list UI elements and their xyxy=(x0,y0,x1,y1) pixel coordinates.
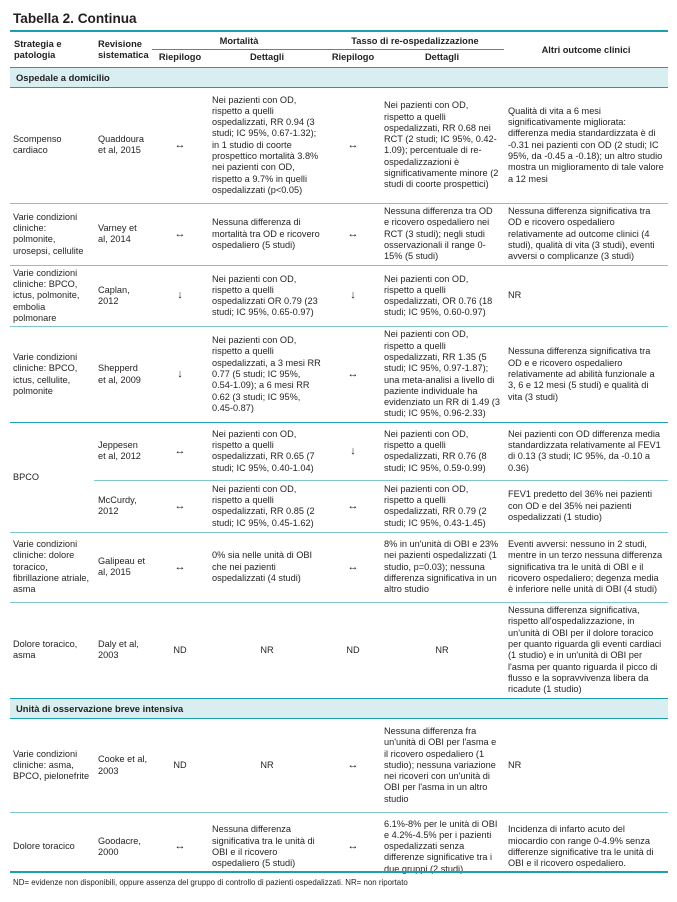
tasso-summary-icon: ↔ xyxy=(326,532,380,602)
header-altri: Altri outcome clinici xyxy=(504,32,668,67)
cell-mortalita-dettagli: Nei pazienti con OD, rispetto a quelli ospedalizzati, RR 0.85 (2 studi; IC 95%, 0.45-1.62) xyxy=(208,480,326,532)
cell-condizione: Scompenso cardiaco xyxy=(10,87,94,203)
cell-revisione: McCurdy, 2012 xyxy=(94,480,152,532)
bottom-rule xyxy=(10,871,668,873)
mortalita-summary-icon: ↔ xyxy=(152,87,208,203)
cell-mortalita-dettagli: Nei pazienti con OD, rispetto a quelli ospedalizzati, RR 0.65 (7 studi; IC 95%, 0.40-1.04) xyxy=(208,422,326,480)
cell-condizione: BPCO xyxy=(10,422,94,532)
table-row xyxy=(10,265,668,326)
cell-altri-outcome: NR xyxy=(504,719,668,813)
cell-condizione: Varie condizioni cliniche: polmonite, urosepsi, cellulite xyxy=(10,203,94,265)
cell-revisione: Galipeau et al, 2015 xyxy=(94,532,152,602)
cell-altri-outcome: Nei pazienti con OD differenza media standardizzata relativamente al FEV1 di 0.13 (3 studi; IC 95%, da -0.10 a 0.36) xyxy=(504,422,668,480)
cell-condizione: Dolore toracico xyxy=(13,841,75,852)
header-tasso: Tasso di re-ospedalizzazione xyxy=(326,32,504,50)
header-revisione: Revisione sistematica xyxy=(94,32,152,67)
mortalita-summary-icon: ↔ xyxy=(152,203,208,265)
header-dettagli-tasso: Dettagli xyxy=(380,50,504,67)
cell-tasso-dettagli: Nei pazienti con OD, rispetto a quelli ospedalizzati, RR 0.68 nei RCT (2 studi; IC 95%, 0.42-1.09); percentuale di re-ospedalizzazioni è significativamente minore (2 studi di coorte prospettici) xyxy=(380,87,504,203)
mortalita-summary-icon: ↔ xyxy=(174,840,186,853)
cell-mortalita-dettagli: Nei pazienti con OD, rispetto a quelli ospedalizzati OR 0.79 (23 studi; IC 95%, 0.65-0.97) xyxy=(208,265,326,326)
table-title: Tabella 2. Continua xyxy=(13,11,137,26)
table-row xyxy=(10,532,668,602)
cell-altri-outcome: Eventi avversi: nessuno in 2 studi, mentre in un terzo nessuna differenza significativa tra le unità di OBI e il ricovero ospedaliero; degenza media è inferiore nelle unità di OBI (4 studi) xyxy=(504,532,668,602)
tasso-summary-icon: ↓ xyxy=(326,265,380,326)
header-mortalita: Mortalità xyxy=(152,32,326,50)
tasso-summary-icon: ↔ xyxy=(326,203,380,265)
mortalita-summary-icon: ↓ xyxy=(152,265,208,326)
results-table xyxy=(10,32,668,881)
cell-tasso-dettagli: Nei pazienti con OD, rispetto a quelli ospedalizzati, OR 0.76 (18 studi; IC 95%, 0.60-0.97) xyxy=(380,265,504,326)
cell-revisione: Shepperd et al, 2009 xyxy=(94,327,152,422)
cell-tasso-dettagli: Nessuna differenza fra un'unità di OBI per l'asma e il ricovero ospedaliero (1 studio); nessuna variazione nei ricoveri con un'unità di OBI per l'asma in un altro studio xyxy=(380,719,504,813)
cell-revisione: Daly et al, 2003 xyxy=(98,638,139,661)
section-label-obi: Unità di osservazione breve intensiva xyxy=(10,698,668,718)
table-row xyxy=(10,719,668,813)
cell-condizione: Varie condizioni cliniche: BPCO, ictus, cellulite, polmonite xyxy=(10,327,94,422)
cell-altri-outcome: NR xyxy=(504,265,668,326)
section-row xyxy=(10,67,668,87)
cell-revisione: Quaddoura et al, 2015 xyxy=(94,87,152,203)
cell-tasso-dettagli: Nei pazienti con OD, rispetto a quelli ospedalizzati, RR 0.76 (8 studi; IC 95%, 0.59-0.99) xyxy=(380,422,504,480)
cell-revisione: Varney et al, 2014 xyxy=(94,203,152,265)
table-row xyxy=(10,327,668,422)
cell-tasso-dettagli: Nei pazienti con OD, rispetto a quelli ospedalizzati, RR 1.35 (5 studi; IC 95%, 0.97-1.87); una meta-analisi a livello di paziente individuale ha evidenziato un RR di 1.49 (3 studi; IC 95%, 0.96-2.33) xyxy=(380,327,504,422)
cell-altri-outcome: Nessuna differenza significativa, rispetto all'ospedalizzazione, in un'unità di OBI per il dolore toracico per quanto riguarda gli eventi cardiaci (1 studio) e in un'unità di OBI per l'asma per quanto riguarda il picco di flusso e la sopravvivenza libera da ricadute (1 studio) xyxy=(508,605,662,695)
cell-altri-outcome: FEV1 predetto del 36% nei pazienti con OD e del 35% nei pazienti ospedalizzati (1 studio) xyxy=(504,480,668,532)
cell-revisione: Jeppesen et al, 2012 xyxy=(94,422,152,480)
header-riepilogo-tasso: Riepilogo xyxy=(326,50,380,67)
cell-condizione: Varie condizioni cliniche: dolore toracico, fibrillazione atriale, asma xyxy=(10,532,94,602)
tasso-summary-icon: ↓ xyxy=(326,422,380,480)
mortalita-summary-icon: ↔ xyxy=(152,480,208,532)
cell-mortalita-dettagli: Nei pazienti con OD, rispetto a quelli ospedalizzati, a 3 mesi RR 0.77 (5 studi; IC 95%, 0.54-1.09); a 6 mesi RR 0.62 (3 studi; IC 95%, 0.45-0.87) xyxy=(208,327,326,422)
cell-revisione: Cooke et al, 2003 xyxy=(94,719,152,813)
cell-mortalita-dettagli: 0% sia nelle unità di OBI che nei pazienti ospedalizzati (4 studi) xyxy=(208,532,326,602)
table-footnote: ND= evidenze non disponibili, oppure assenza del gruppo di controllo di pazienti ospedalizzati. NR= non riportato xyxy=(13,878,408,887)
cell-mortalita-riepilogo: ND xyxy=(173,644,187,655)
tasso-summary-icon: ↔ xyxy=(347,840,359,853)
header-riepilogo-mortalita: Riepilogo xyxy=(152,50,208,67)
cell-mortalita-dettagli: Nessuna differenza di mortalità tra OD e ricovero ospedaliero (5 studi) xyxy=(208,203,326,265)
cell-condizione: Varie condizioni cliniche: asma, BPCO, pielonefrite xyxy=(10,719,94,813)
tasso-summary-icon: ↔ xyxy=(326,719,380,813)
mortalita-summary-icon: ↔ xyxy=(152,532,208,602)
cell-condizione: Dolore toracico, asma xyxy=(13,638,78,661)
header-dettagli-mortalita: Dettagli xyxy=(208,50,326,67)
cell-tasso-riepilogo: ND xyxy=(346,644,360,655)
cell-condizione: Varie condizioni cliniche: BPCO, ictus, polmonite, embolia polmonare xyxy=(10,265,94,326)
cell-altri-outcome: Qualità di vita a 6 mesi significativamente migliorata: differenza media standardizzata è di -0.31 nei pazienti con OD (2 studi; IC 95%, da -0.45 a -0.18); un altro studio mostra un miglioramento di tale valore a 12 mesi xyxy=(504,87,668,203)
mortalita-summary-icon: ↓ xyxy=(152,327,208,422)
table-row xyxy=(10,480,668,532)
tasso-summary-icon: ↔ xyxy=(326,327,380,422)
cell-altri-outcome: Nessuna differenza significativa tra OD e e ricovero ospedaliero relativamente ad abilità funzionale a 3, 6 e 12 mesi (5 studi) e qualità di vita (3 studi) xyxy=(504,327,668,422)
cell-tasso-dettagli: Nei pazienti con OD, rispetto a quelli ospedalizzati, RR 0.79 (2 studi; IC 95%, 0.43-1.45) xyxy=(380,480,504,532)
cell-revisione: Goodacre, 2000 xyxy=(98,835,141,857)
section-label-od: Ospedale a domicilio xyxy=(10,67,668,87)
cell-mortalita-dettagli: NR xyxy=(260,644,274,655)
tasso-summary-icon: ↔ xyxy=(326,480,380,532)
table-row xyxy=(10,203,668,265)
cell-tasso-dettagli: 6.1%-8% per le unità di OBI e 4.2%-4.5% per i pazienti ospedalizzati senza differenze significative tra i due gruppi (2 studi) xyxy=(384,818,498,874)
cell-tasso-dettagli: NR xyxy=(435,644,449,655)
table-row xyxy=(10,602,668,698)
cell-tasso-dettagli: Nessuna differenza tra OD e ricovero ospedaliero nei RCT (3 studi); negli studi osservazionali il range 0-15% (5 studi) xyxy=(380,203,504,265)
cell-revisione: Caplan, 2012 xyxy=(94,265,152,326)
tasso-summary-icon: ↔ xyxy=(326,87,380,203)
cell-tasso-dettagli: 8% in un'unità di OBI e 23% nei pazienti ospedalizzati (1 studio, p=0.03); nessuna differenza significativa in un altro studio xyxy=(380,532,504,602)
table-row xyxy=(10,422,668,480)
cell-mortalita-riepilogo: ND xyxy=(152,719,208,813)
cell-mortalita-dettagli: NR xyxy=(208,719,326,813)
cell-mortalita-dettagli: Nei pazienti con OD, rispetto a quelli ospedalizzati, RR 0.94 (3 studi; IC 95%, 0.67-1.32); in 1 studio di coorte prospettico mortalità 3.8% nei pazienti con OD, rispetto a 9.7% in quelli ospedalizzati (p<0.05) xyxy=(208,87,326,203)
section-row xyxy=(10,698,668,718)
header-strategia: Strategia e patologia xyxy=(10,32,94,67)
cell-mortalita-dettagli: Nessuna differenza significativa tra le unità di OBI e il ricovero ospedaliero (5 studi) xyxy=(212,824,315,869)
cell-altri-outcome: Nessuna differenza significativa tra OD e ricovero ospedaliero relativamente ad outcome clinici (4 studi), qualità di vita (3 studi), eventi avversi o complicanze (3 studi) xyxy=(504,203,668,265)
cell-altri-outcome: Incidenza di infarto acuto del miocardio con range 0-4.9% senza differenze significative tra le unità di OBI e il ricovero ospedaliero. xyxy=(508,824,654,869)
table-row xyxy=(10,87,668,203)
mortalita-summary-icon: ↔ xyxy=(152,422,208,480)
